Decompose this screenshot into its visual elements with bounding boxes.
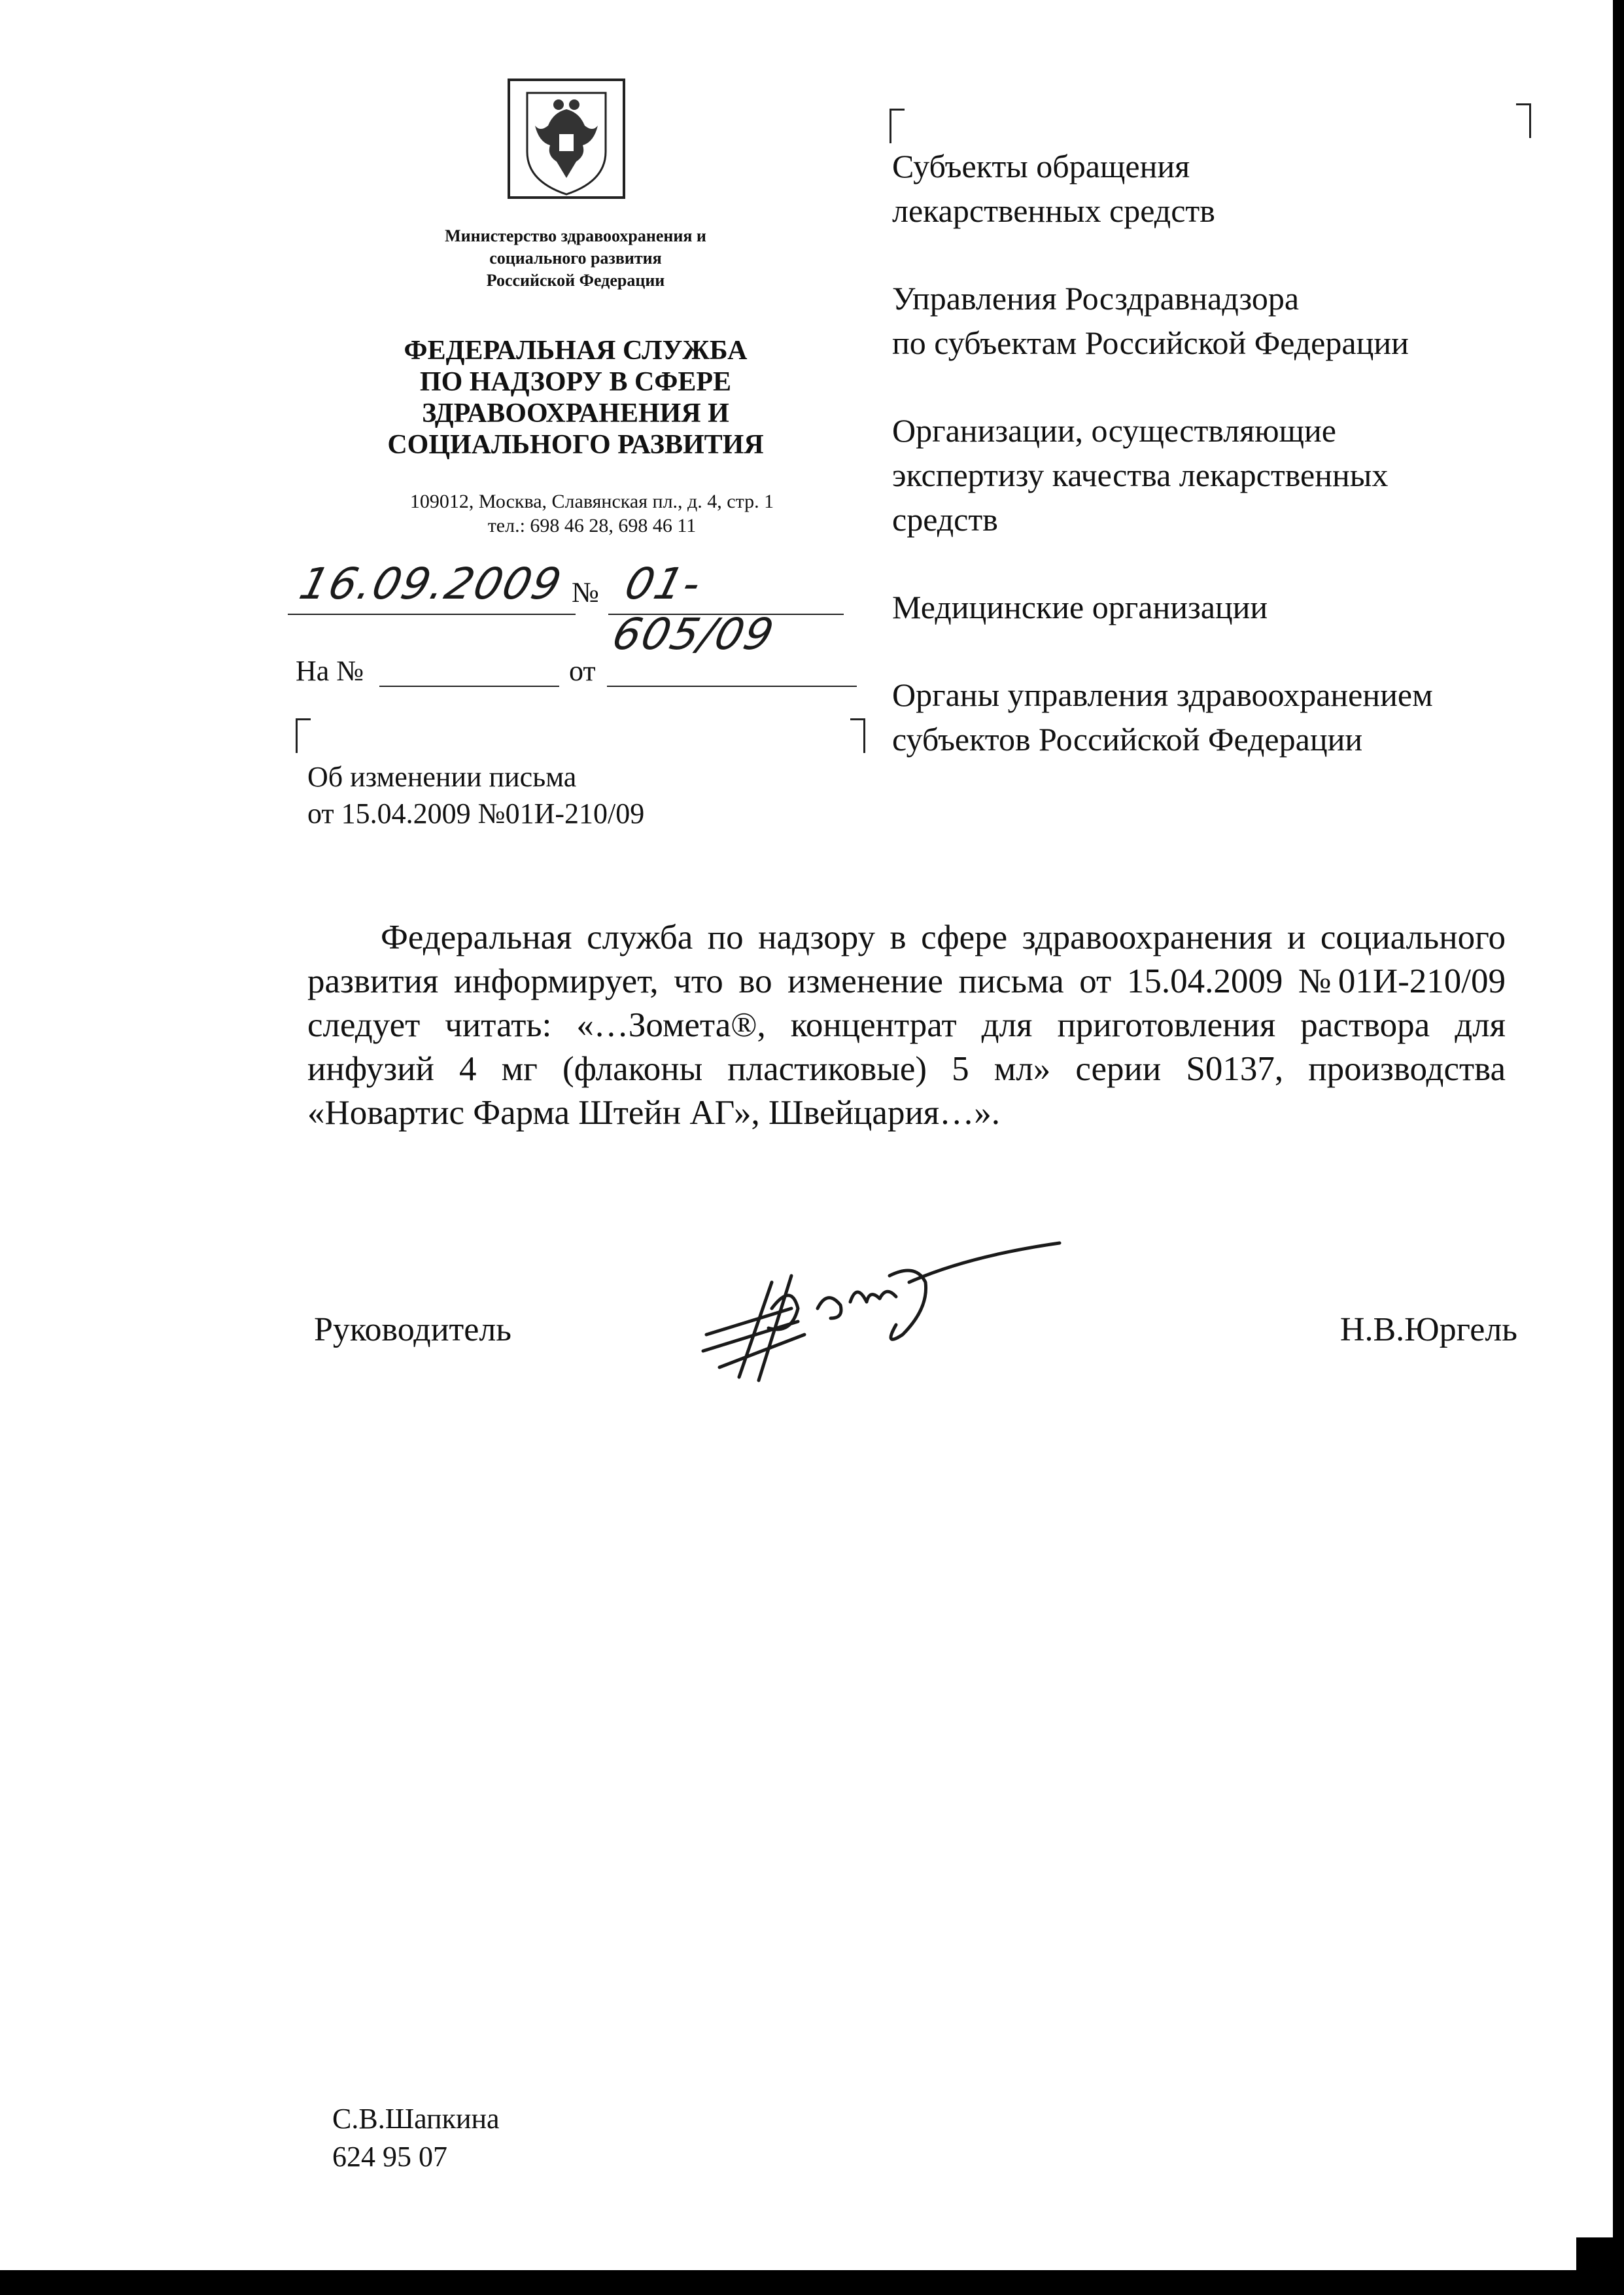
addressee-list	[892, 144, 1579, 805]
number-sign: №	[572, 576, 599, 608]
executor-name: С.В.Шапкина	[332, 2103, 500, 2135]
handwritten-signature	[693, 1236, 1073, 1393]
addressee-item: Управления Росздравнадзора по субъектам Российской Федерации	[892, 280, 1409, 361]
signatory-title: Руководитель	[314, 1311, 511, 1348]
letter-subject: Об изменении письма от 15.04.2009 №01И-210/09	[307, 761, 645, 830]
addressee-item: Организации, осуществляющие экспертизу качества лекарственных средств	[892, 412, 1389, 538]
subject-bracket-right	[850, 718, 865, 753]
reply-number-line	[379, 686, 559, 687]
letter-body: Федеральная служба по надзору в сфере здравоохранения и социального развития информирует, что во изменение письма от 15.04.2009 №01И-210/09 следует читать: «…Зомета®, концентрат для приготовления раствора для инфузий 4 мг (флаконы пластиковые) 5 мл» серии S0137, производства «Новартис Фарма Штейн АГ», Швейцария…».	[307, 919, 1506, 1132]
letter-number: 01-605/09	[607, 559, 780, 659]
addressee-bracket-right	[1516, 103, 1531, 138]
coat-of-arms-icon	[501, 73, 632, 204]
reply-number-label: На №	[296, 655, 364, 687]
addressee-item: Медицинские организации	[892, 589, 1268, 625]
reply-date-label: от	[569, 655, 596, 687]
ministry-name: Министерство здравоохранения и социального развития Российской Федерации	[445, 226, 706, 290]
signatory-name: Н.В.Юргель	[1339, 1311, 1517, 1348]
reply-date-line	[607, 686, 857, 687]
service-name: ФЕДЕРАЛЬНАЯ СЛУЖБА ПО НАДЗОРУ В СФЕРЕ ЗДРАВООХРАНЕНИЯ И СОЦИАЛЬНОГО РАЗВИТИЯ	[387, 336, 764, 460]
addressee-item: Органы управления здравоохранением субъектов Российской Федерации	[892, 676, 1433, 758]
letter-date: 16.09.2009	[294, 559, 568, 609]
addressee-item: Субъекты обращения лекарственных средств	[892, 148, 1215, 229]
addressee-bracket-left	[890, 109, 905, 143]
scan-border-right	[1613, 0, 1624, 2295]
executor-info	[332, 2100, 500, 2176]
service-address: 109012, Москва, Славянская пл., д. 4, стр. 1 тел.: 698 46 28, 698 46 11	[409, 491, 774, 536]
subject-bracket-left	[296, 718, 311, 753]
scan-border-bottom	[0, 2270, 1624, 2295]
executor-phone: 624 95 07	[332, 2141, 447, 2173]
number-field	[607, 559, 844, 659]
date-field	[288, 561, 576, 615]
scan-border-corner	[1576, 2237, 1624, 2295]
